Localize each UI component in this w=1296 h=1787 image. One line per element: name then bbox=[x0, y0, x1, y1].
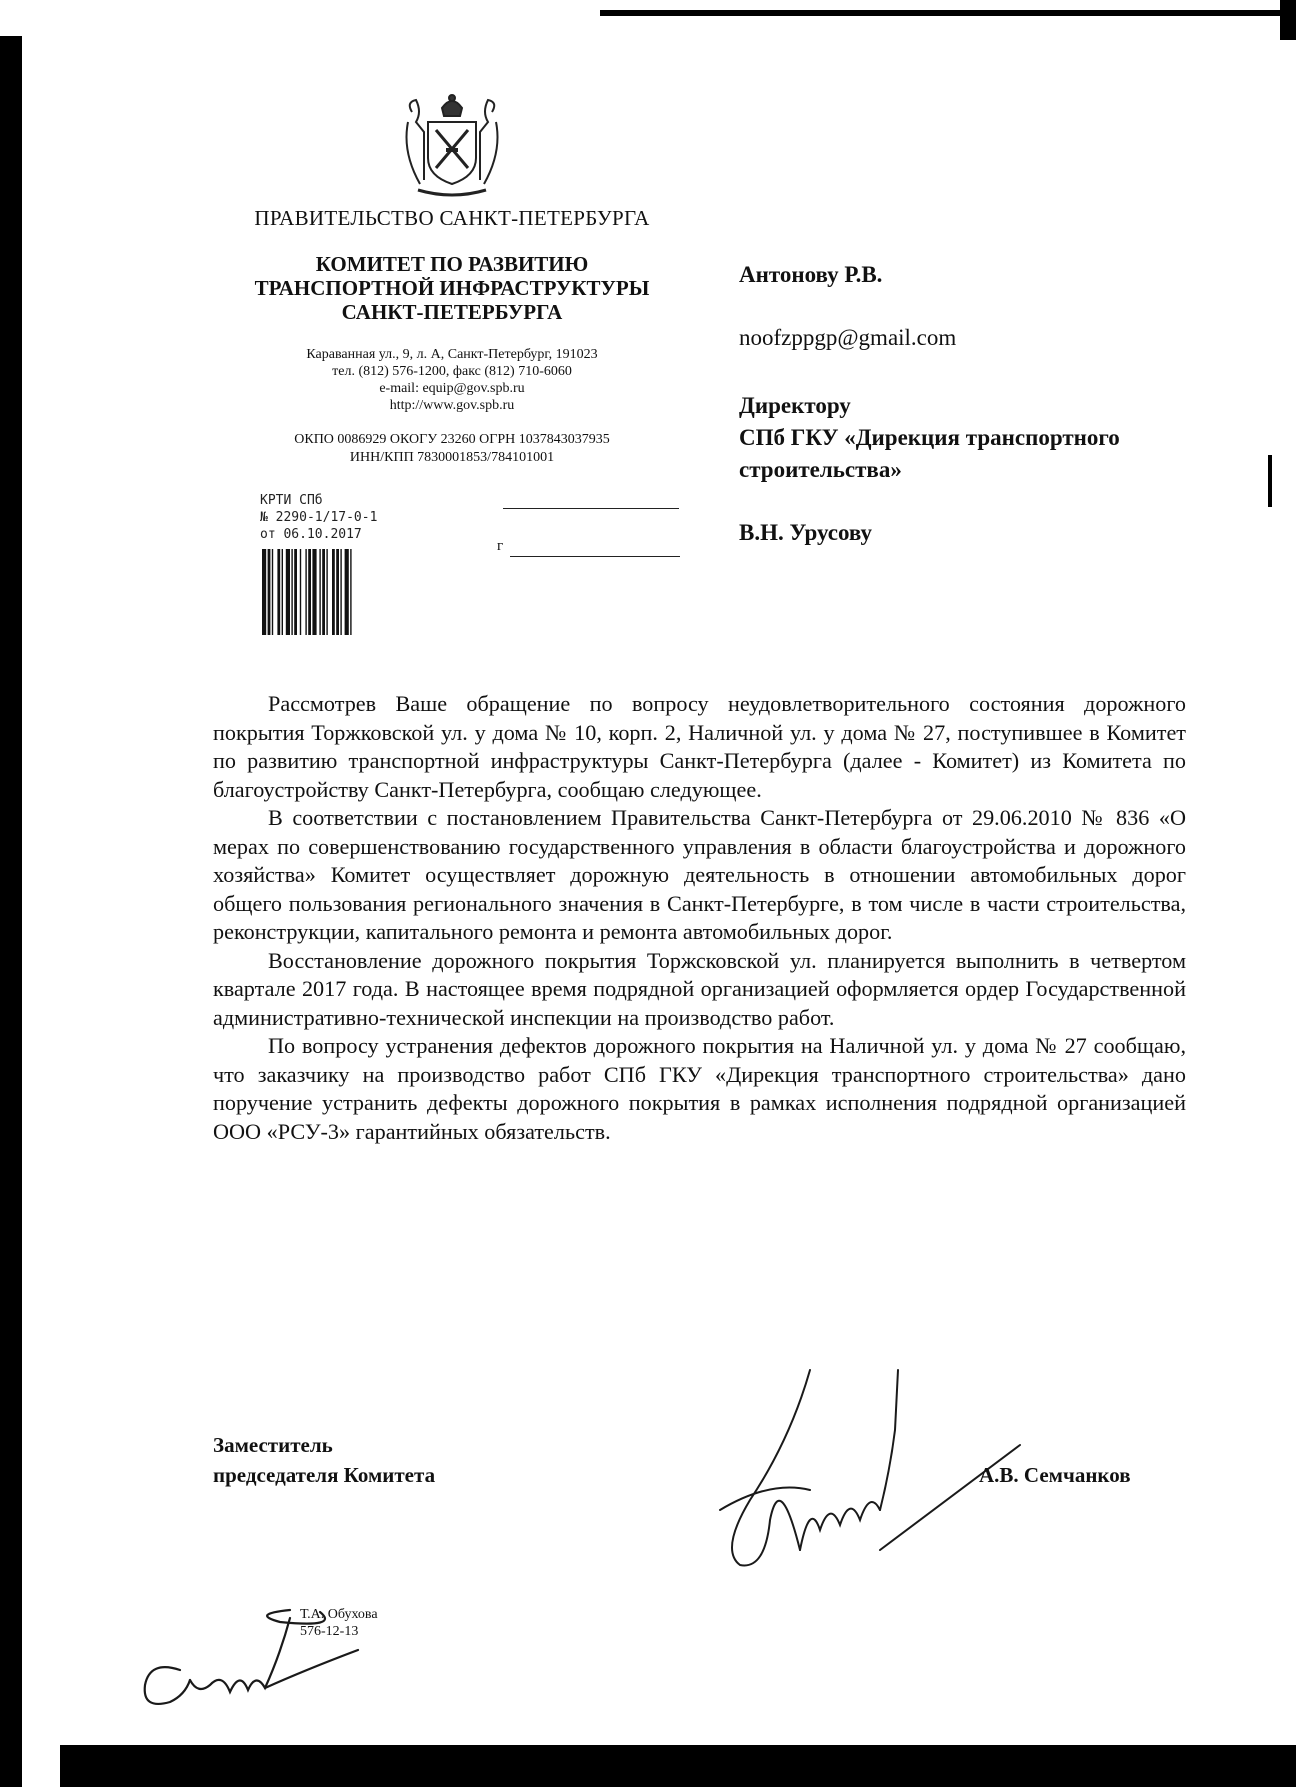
barcode-bar bbox=[350, 549, 351, 635]
executor-phone: 576-12-13 bbox=[300, 1624, 359, 1639]
director-line: Директору bbox=[739, 393, 851, 418]
committee-name bbox=[224, 252, 680, 324]
signer-title-line: председателя Комитета bbox=[213, 1463, 436, 1487]
body-paragraph: Рассмотрев Ваше обращение по вопросу неудовлетворительного состояния дорожного покрытия Торжковской ул. у дома № 10, корп. 2, Наличной ул. у дома № 27, поступившее в Комитет по развитию транспортной инфраструктуры Санкт-Петербурга (далее - Комитет) из Комитета по благоустройству Санкт-Петербурга, сообщаю следующее. bbox=[213, 691, 1186, 802]
barcode-bar bbox=[319, 549, 320, 635]
registration-line bbox=[503, 508, 679, 509]
code-line: ОКПО 0086929 ОКОГУ 23260 ОГРН 1037843037935 bbox=[294, 432, 610, 447]
committee-line: САНКТ-ПЕТЕРБУРГА bbox=[341, 300, 563, 324]
barcode-bar bbox=[272, 549, 273, 635]
government-name: ПРАВИТЕЛЬСТВО САНКТ-ПЕТЕРБУРГА bbox=[254, 206, 650, 230]
director-name: В.Н. Урусову bbox=[739, 520, 873, 545]
contact-email: e-mail: equip@gov.spb.ru bbox=[379, 381, 525, 396]
body-paragraph: Восстановление дорожного покрытия Торжсковской ул. планируется выполнить в четвертом квартале 2017 года. В настоящее время подрядной организацией оформляется ордер Государственной административно-технической инспекции на производство работ. bbox=[213, 947, 1186, 1030]
barcode-bar bbox=[277, 549, 280, 635]
barcode-bar bbox=[336, 549, 339, 635]
barcode-bar bbox=[291, 549, 292, 635]
barcode-bar bbox=[268, 549, 271, 635]
stamp-line: от 06.10.2017 bbox=[260, 527, 362, 542]
stamp-line: № 2290-1/17-0-1 bbox=[260, 510, 378, 525]
barcode-icon bbox=[262, 549, 402, 635]
body-paragraph: В соответствии с постановлением Правительства Санкт-Петербурга от 29.06.2010 № 836 «О мерах по совершенствованию государственного управления в области благоустройства и дорожного хозяйства» Комитет осуществляет дорожную деятельность в отношении автомобильных дорог общего пользования регионального значения в Санкт-Петербурге, в том числе в части строительства, реконструкции, капитального ремонта и ремонта автомобильных дорог. bbox=[213, 805, 1186, 944]
barcode-bar bbox=[326, 549, 327, 635]
scan-border-left bbox=[0, 36, 22, 1787]
barcode-bar bbox=[282, 549, 283, 635]
addressee-email: noofzppgp@gmail.com bbox=[739, 325, 957, 350]
barcode-bar bbox=[332, 549, 335, 635]
scan-margin-mark bbox=[1268, 455, 1272, 507]
barcode-bar bbox=[305, 549, 306, 635]
spb-coat-of-arms-icon bbox=[398, 92, 506, 200]
director-line: СПб ГКУ «Дирекция транспортного bbox=[739, 425, 1120, 450]
signer-title bbox=[213, 1430, 435, 1490]
registration-stamp bbox=[260, 492, 410, 543]
barcode-bar bbox=[262, 549, 266, 635]
contact-website: http://www.gov.spb.ru bbox=[389, 398, 515, 413]
registration-line bbox=[510, 556, 680, 557]
contact-phone: тел. (812) 576-1200, факс (812) 710-6060 bbox=[332, 364, 572, 379]
committee-line: ТРАНСПОРТНОЙ ИНФРАСТРУКТУРЫ bbox=[254, 276, 650, 300]
barcode-bar bbox=[312, 549, 316, 635]
barcode-bar bbox=[322, 549, 325, 635]
barcode-bar bbox=[345, 549, 349, 635]
scan-border-bottom bbox=[60, 1745, 1296, 1787]
handwritten-signature-icon bbox=[690, 1350, 1210, 1580]
barcode-bar bbox=[340, 549, 341, 635]
committee-line: КОМИТЕТ ПО РАЗВИТИЮ bbox=[315, 252, 589, 276]
scan-border-corner bbox=[1280, 0, 1296, 40]
signer-title-line: Заместитель bbox=[213, 1433, 333, 1457]
committee-contacts bbox=[224, 346, 680, 414]
initials-signature-icon bbox=[130, 1600, 360, 1715]
barcode-bar bbox=[294, 549, 297, 635]
code-line: ИНН/КПП 7830001853/784101001 bbox=[349, 450, 555, 465]
letter-body bbox=[213, 690, 1186, 1146]
executor-name: Т.А. Обухова bbox=[300, 1607, 378, 1622]
barcode-bar bbox=[300, 549, 301, 635]
signer-name: А.В. Семчанков bbox=[979, 1463, 1131, 1487]
addressee-name: Антонову Р.В. bbox=[739, 262, 883, 287]
body-paragraph: По вопросу устранения дефектов дорожного покрытия на Наличной ул. у дома № 27 сообщаю, что заказчику на производство работ СПб ГКУ «Дирекция транспортного строительства» дано поручение устранить дефекты дорожного покрытия в рамках исполнения подрядной организацией ООО «РСУ-3» гарантийных обязательств. bbox=[213, 1033, 1186, 1144]
barcode-bar bbox=[286, 549, 290, 635]
director-line: строительства» bbox=[739, 457, 902, 482]
registration-date-prefix: г bbox=[497, 538, 504, 554]
stamp-line: КРТИ СПб bbox=[260, 493, 323, 508]
addressee-director bbox=[739, 390, 1259, 486]
contact-address: Караванная ул., 9, л. А, Санкт-Петербург, 191023 bbox=[306, 347, 598, 362]
scan-border-top bbox=[600, 10, 1280, 16]
committee-codes bbox=[224, 431, 680, 467]
barcode-bar bbox=[308, 549, 311, 635]
